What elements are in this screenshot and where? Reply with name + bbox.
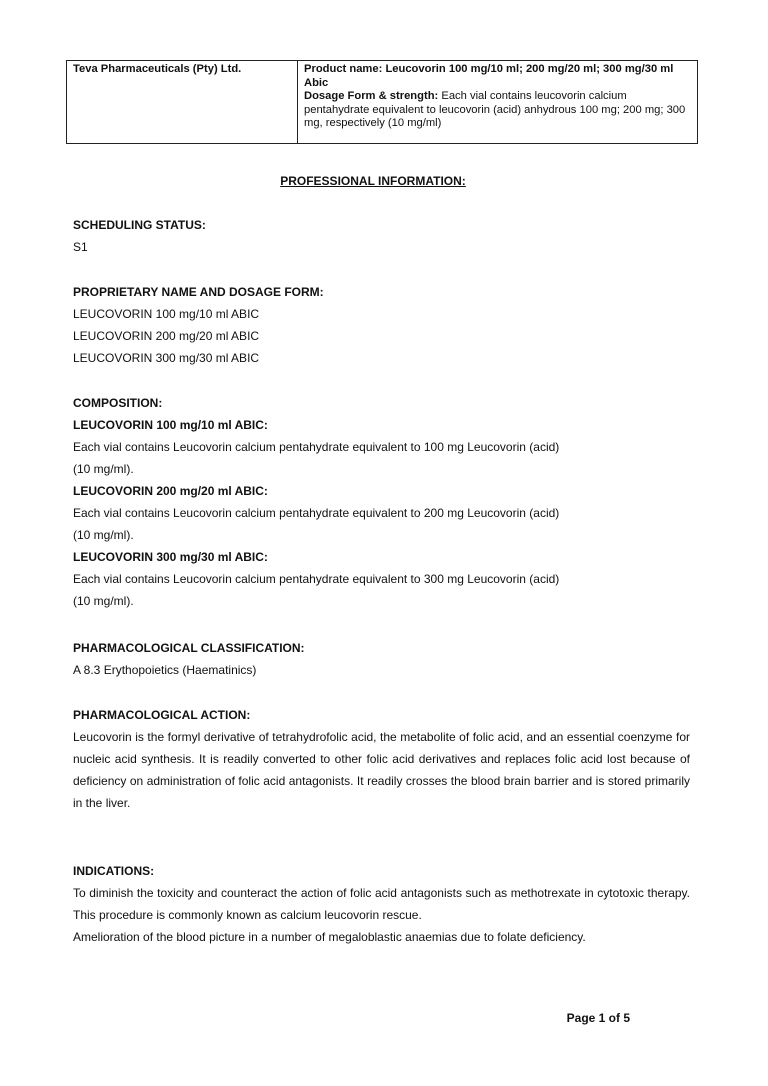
dosage-label: Dosage Form & strength: [304,90,439,103]
indications-section [73,860,690,948]
proprietary-item: LEUCOVORIN 200 mg/20 ml ABIC [73,329,260,343]
classification-section [73,637,690,681]
company-name: Teva Pharmaceuticals (Pty) Ltd. [73,63,242,75]
scheduling-heading: SCHEDULING STATUS: [73,218,206,232]
composition-entry-line: (10 mg/ml). [73,462,134,476]
product-value: Leucovorin 100 mg/10 ml; 200 mg/20 ml; 300 mg/30 ml Abic [304,63,674,89]
proprietary-item: LEUCOVORIN 300 mg/30 ml ABIC [73,351,260,365]
indications-para: Amelioration of the blood picture in a number of megaloblastic anaemias due to folate deficiency. [73,930,586,944]
dosage-value: Each vial contains leucovorin calcium pentahydrate equivalent to leucovorin (acid) anhydrous 100 mg; 200 mg; 300 mg, respectively (10 mg/ml) [304,90,686,130]
composition-entry-line: Each vial contains Leucovorin calcium pentahydrate equivalent to 100 mg Leucovorin (acid) [73,440,560,454]
indications-heading: INDICATIONS: [73,864,155,878]
header-table [66,60,698,144]
page-number: Page 1 of 5 [566,1011,630,1025]
composition-section [73,392,690,612]
company-cell [67,61,298,144]
indications-para: To diminish the toxicity and counteract the action of folic acid antagonists such as methotrexate in cytotoxic therapy. This procedure is commonly known as calcium leucovorin rescue. [73,886,690,922]
product-cell [298,61,698,144]
composition-entry-line: (10 mg/ml). [73,594,134,608]
composition-entry-line: (10 mg/ml). [73,528,134,542]
classification-value: A 8.3 Erythopoietics (Haematinics) [73,663,257,677]
composition-entry-name: LEUCOVORIN 300 mg/30 ml ABIC: [73,550,268,564]
composition-heading: COMPOSITION: [73,396,163,410]
composition-entry-name: LEUCOVORIN 200 mg/20 ml ABIC: [73,484,268,498]
action-text: Leucovorin is the formyl derivative of tetrahydrofolic acid, the metabolite of folic acid, and an essential coenzyme for nucleic acid synthesis. It is readily converted to other folic acid derivatives and replaces folic acid lost because of deficiency on administration of folic acid antagonists. It readily crosses the blood brain barrier and is stored primarily in the liver. [73,730,690,810]
composition-entry-name: LEUCOVORIN 100 mg/10 ml ABIC: [73,418,268,432]
action-heading: PHARMACOLOGICAL ACTION: [73,708,251,722]
proprietary-item: LEUCOVORIN 100 mg/10 ml ABIC [73,307,260,321]
proprietary-heading: PROPRIETARY NAME AND DOSAGE FORM: [73,285,324,299]
proprietary-section [73,281,690,369]
product-label: Product name: [304,63,383,75]
composition-entry-line: Each vial contains Leucovorin calcium pentahydrate equivalent to 200 mg Leucovorin (acid) [73,506,560,520]
action-section [73,704,690,814]
composition-entry-line: Each vial contains Leucovorin calcium pentahydrate equivalent to 300 mg Leucovorin (acid) [73,572,560,586]
page-title: PROFESSIONAL INFORMATION: [280,174,466,188]
classification-heading: PHARMACOLOGICAL CLASSIFICATION: [73,641,305,655]
scheduling-section [73,214,690,258]
scheduling-value: S1 [73,240,88,254]
